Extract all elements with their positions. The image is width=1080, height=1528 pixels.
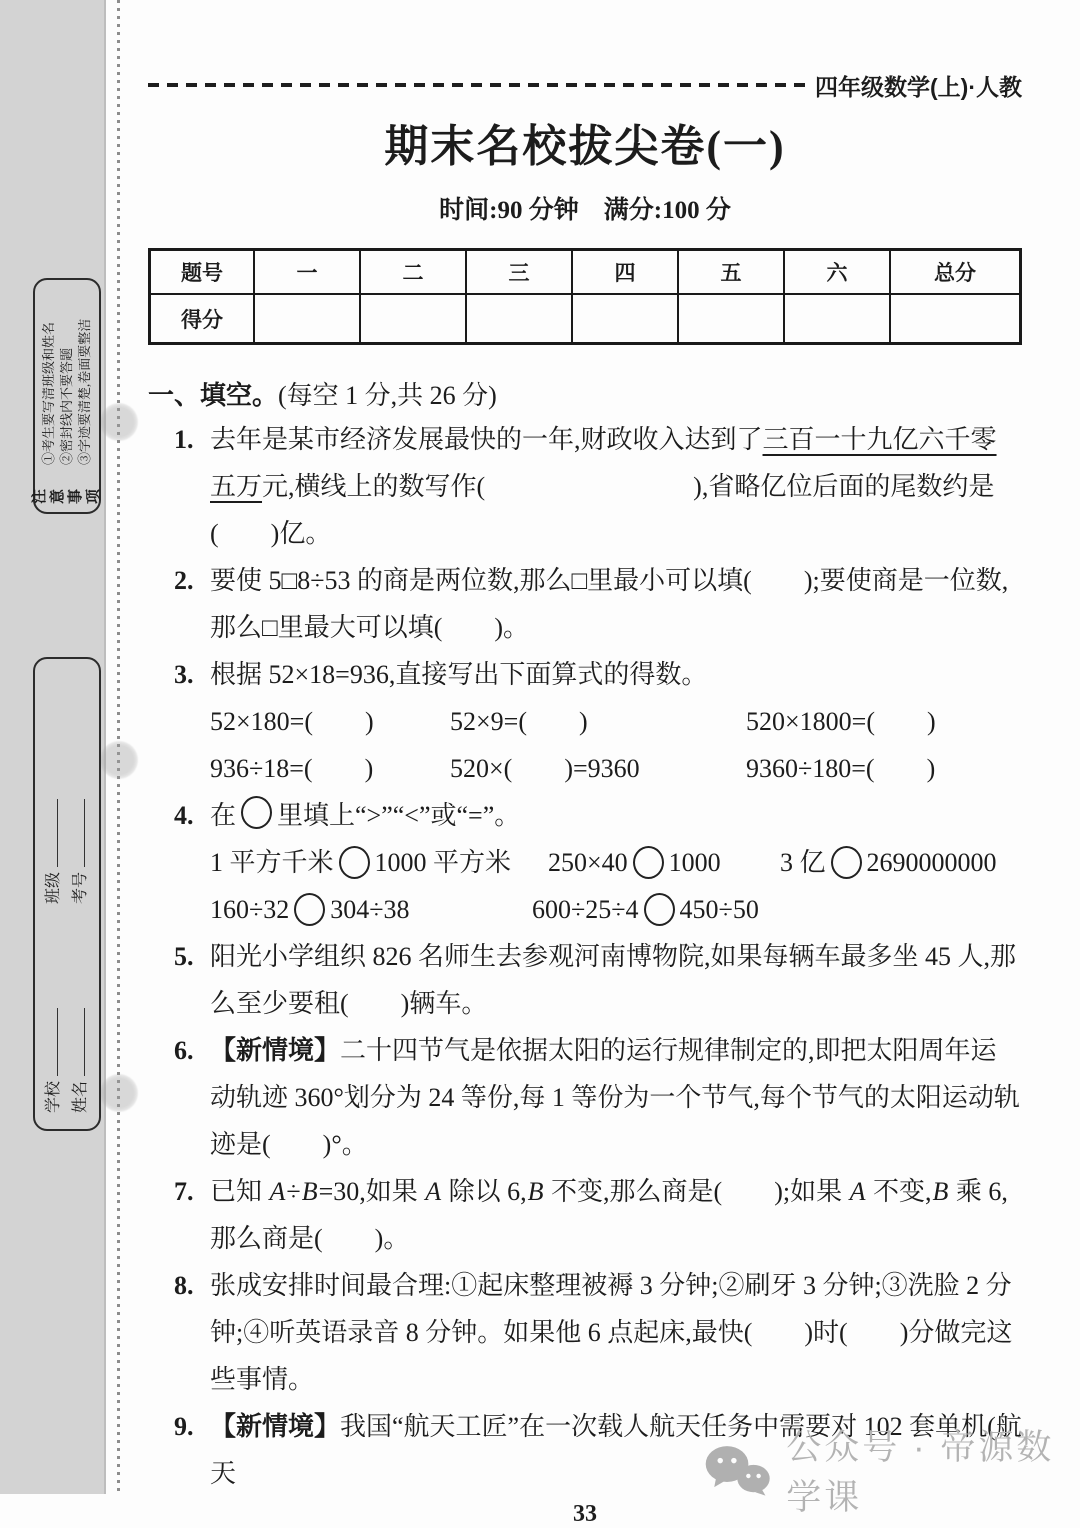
score-table-column: 三 bbox=[466, 250, 572, 295]
watermark-stamp bbox=[100, 741, 138, 779]
header-dashed-rule bbox=[148, 83, 807, 87]
notice-item: ③字迹要清楚,卷面要整洁 bbox=[77, 318, 92, 465]
question-8 bbox=[148, 1262, 1022, 1403]
question-7 bbox=[148, 1168, 1022, 1262]
student-fields-box bbox=[33, 657, 101, 1131]
question-text-segment: 里填上“>”“<”或“=”。 bbox=[277, 801, 521, 830]
exam-paper-main bbox=[148, 0, 1022, 1528]
notice-items bbox=[40, 319, 94, 465]
name-label: 姓名 bbox=[72, 1080, 89, 1113]
examno-blank-line bbox=[67, 799, 85, 867]
section-heading bbox=[148, 375, 1022, 412]
question-body bbox=[210, 942, 1016, 1018]
question-text-segment: 元,横线上的数写作( ),省略亿位后面的尾数约是( )亿。 bbox=[210, 472, 995, 548]
comparison-item bbox=[532, 886, 759, 933]
wechat-icon bbox=[704, 1440, 772, 1500]
notice-item: ①考生要写清班级和姓名 bbox=[41, 321, 56, 465]
examno-field bbox=[67, 799, 94, 904]
equation-item: 52×180=( ) bbox=[210, 707, 374, 736]
compare-circle-icon bbox=[633, 846, 664, 879]
comparison-item bbox=[210, 886, 532, 933]
time-score-meta: 时间:90 分钟 满分:100 分 bbox=[439, 197, 731, 224]
question-text-segment: =30,如果 bbox=[318, 1177, 425, 1206]
equation-item: 9360÷180=( ) bbox=[746, 754, 936, 783]
score-table-column: 四 bbox=[572, 250, 678, 295]
question-number: 6. bbox=[174, 1036, 194, 1065]
compare-circle-icon bbox=[831, 846, 862, 879]
question-2 bbox=[148, 557, 1022, 651]
question-number: 5. bbox=[174, 942, 194, 971]
score-cell bbox=[890, 294, 1021, 344]
question-body bbox=[210, 425, 997, 548]
question-body bbox=[210, 1177, 1008, 1253]
comparison-right: 304÷38 bbox=[330, 895, 410, 924]
watermark-stamp bbox=[100, 1074, 138, 1112]
question-number: 3. bbox=[174, 660, 194, 689]
question-text-segment: 乘 6,那么商是( )。 bbox=[210, 1177, 1008, 1253]
question-list bbox=[148, 416, 1022, 1497]
score-table-column: 一 bbox=[254, 250, 360, 295]
question-text-segment: 【新情境】 bbox=[210, 1411, 341, 1441]
score-table bbox=[148, 248, 1022, 345]
score-cell bbox=[678, 294, 784, 344]
equation-row bbox=[210, 698, 1022, 745]
class-field bbox=[40, 799, 67, 904]
question-text-segment: 不变, bbox=[866, 1177, 932, 1206]
name-blank-line bbox=[67, 1008, 85, 1076]
comparison-row bbox=[210, 839, 1022, 886]
name-field bbox=[67, 1008, 94, 1113]
watermark-text: 公众号 · 帝源数学课 bbox=[786, 1428, 1055, 1517]
score-row-label: 得分 bbox=[150, 294, 255, 344]
question-body bbox=[210, 801, 520, 830]
comparison-left: 600÷25÷4 bbox=[532, 895, 639, 924]
question-body bbox=[210, 660, 707, 689]
school-blank-line bbox=[40, 1008, 58, 1076]
question-text-segment: 张成安排时间最合理:①起床整理被褥 3 分钟;②刷牙 3 分钟;③洗脸 2 分钟;④听英语录音 8 分钟。如果他 6 点起床,最快( )时( )分做完这些事情。 bbox=[210, 1271, 1013, 1394]
question-text-segment: 除以 6, bbox=[442, 1177, 527, 1206]
score-table-column: 五 bbox=[678, 250, 784, 295]
question-text-segment: A bbox=[269, 1177, 286, 1206]
school-name-group bbox=[40, 1008, 94, 1113]
question-text-segment: 要使 5□8÷53 的商是两位数,那么□里最小可以填( );要使商是一位数,那么□里最大可以填( )。 bbox=[210, 566, 1009, 642]
notice-label: 注意事项 bbox=[32, 487, 102, 504]
question-text-segment: ÷ bbox=[286, 1177, 301, 1206]
page-number: 33 bbox=[573, 1501, 597, 1527]
score-cell bbox=[360, 294, 466, 344]
comparison-right: 1000 bbox=[668, 848, 721, 877]
question-text-segment: 【新情境】 bbox=[210, 1035, 341, 1065]
question-4 bbox=[148, 792, 1022, 933]
question-text-segment: A bbox=[849, 1177, 866, 1206]
comparison-left: 1 平方千米 bbox=[210, 848, 334, 877]
equation-row bbox=[210, 745, 1022, 792]
comparison-right: 450÷50 bbox=[679, 895, 759, 924]
compare-circle-icon bbox=[644, 893, 675, 926]
question-text-segment: 去年是某市经济发展最快的一年,财政收入达到了 bbox=[210, 425, 763, 454]
equation-item: 520×1800=( ) bbox=[746, 707, 936, 736]
watermark bbox=[704, 1420, 1080, 1520]
equation-item: 936÷18=( ) bbox=[210, 754, 374, 783]
score-table-header-label: 题号 bbox=[150, 250, 255, 295]
comparison-item bbox=[548, 839, 780, 886]
question-text-segment: 根据 52×18=936,直接写出下面算式的得数。 bbox=[210, 660, 708, 689]
question-number: 4. bbox=[174, 801, 194, 830]
question-body bbox=[210, 1271, 1012, 1394]
comparison-right: 1000 平方米 bbox=[374, 848, 512, 877]
watermark-stamp bbox=[100, 403, 138, 441]
question-number: 1. bbox=[174, 425, 194, 454]
question-body bbox=[210, 566, 1008, 642]
school-field bbox=[40, 1008, 67, 1113]
question-text-segment: B bbox=[301, 1177, 318, 1206]
compare-circle-icon bbox=[294, 893, 325, 926]
question-text-segment: 不变,那么商是( );如果 bbox=[544, 1177, 849, 1206]
question-text-segment: 二十四节气是依据太阳的运行规律制定的,即把太阳周年运动轨迹 360°划分为 24 等份,每 1 等份为一个节气,每个节气的太阳运动轨迹是( )°。 bbox=[210, 1036, 1020, 1159]
question-number: 9. bbox=[174, 1412, 194, 1441]
question-6 bbox=[148, 1027, 1022, 1168]
examno-label: 考号 bbox=[72, 871, 89, 904]
question-number: 7. bbox=[174, 1177, 194, 1206]
comparison-item bbox=[780, 839, 997, 886]
question-text-segment: 在 bbox=[210, 801, 237, 830]
section-note: (每空 1 分,共 26 分) bbox=[278, 381, 497, 410]
comparison-left: 250×40 bbox=[548, 848, 628, 877]
class-blank-line bbox=[40, 799, 58, 867]
score-cell bbox=[572, 294, 678, 344]
student-fields-rotated-content bbox=[35, 659, 99, 1129]
page-title: 期末名校拔尖卷(一) bbox=[384, 122, 786, 171]
class-label: 班级 bbox=[45, 871, 62, 904]
header-row bbox=[148, 70, 1022, 100]
notice-box bbox=[33, 278, 101, 514]
compare-circle-icon bbox=[241, 796, 272, 829]
score-table-column: 总分 bbox=[890, 250, 1021, 295]
question-5 bbox=[148, 933, 1022, 1027]
score-cell bbox=[784, 294, 890, 344]
question-text-segment: 三百一十九亿六千零五万 bbox=[210, 425, 997, 501]
question-text-segment: 已知 bbox=[210, 1177, 269, 1206]
question-3 bbox=[148, 651, 1022, 792]
equation-item: 520×( )=9360 bbox=[450, 754, 640, 783]
school-label: 学校 bbox=[45, 1080, 62, 1113]
notice-item: ②密封线内不要答题 bbox=[59, 347, 74, 465]
comparison-item bbox=[210, 839, 548, 886]
score-table-column: 二 bbox=[360, 250, 466, 295]
score-cell bbox=[466, 294, 572, 344]
compare-circle-icon bbox=[339, 846, 370, 879]
question-text-segment: 阳光小学组织 826 名师生去参观河南博物院,如果每辆车最多坐 45 人,那么至少要租( )辆车。 bbox=[210, 942, 1017, 1018]
class-examno-group bbox=[40, 799, 94, 904]
comparison-left: 160÷32 bbox=[210, 895, 290, 924]
question-number: 2. bbox=[174, 566, 194, 595]
equation-item: 52×9=( ) bbox=[450, 707, 588, 736]
question-text-segment: A bbox=[425, 1177, 442, 1206]
question-text-segment: 我国“航天工匠”在一次载人航天任务中需要对 102 套单机(航天 bbox=[210, 1412, 1022, 1488]
question-1 bbox=[148, 416, 1022, 557]
score-table-column: 六 bbox=[784, 250, 890, 295]
notice-rotated-content bbox=[32, 280, 102, 512]
question-body bbox=[210, 1036, 1020, 1159]
edition-label: 四年级数学(上)·人教 bbox=[815, 73, 1022, 100]
comparison-left: 3 亿 bbox=[780, 848, 826, 877]
section-title: 一、填空。 bbox=[148, 380, 279, 410]
comparison-right: 2690000000 bbox=[866, 848, 997, 877]
comparison-row bbox=[210, 886, 1022, 933]
score-cell bbox=[254, 294, 360, 344]
question-number: 8. bbox=[174, 1271, 194, 1300]
question-text-segment: B bbox=[527, 1177, 544, 1206]
question-text-segment: B bbox=[932, 1177, 949, 1206]
